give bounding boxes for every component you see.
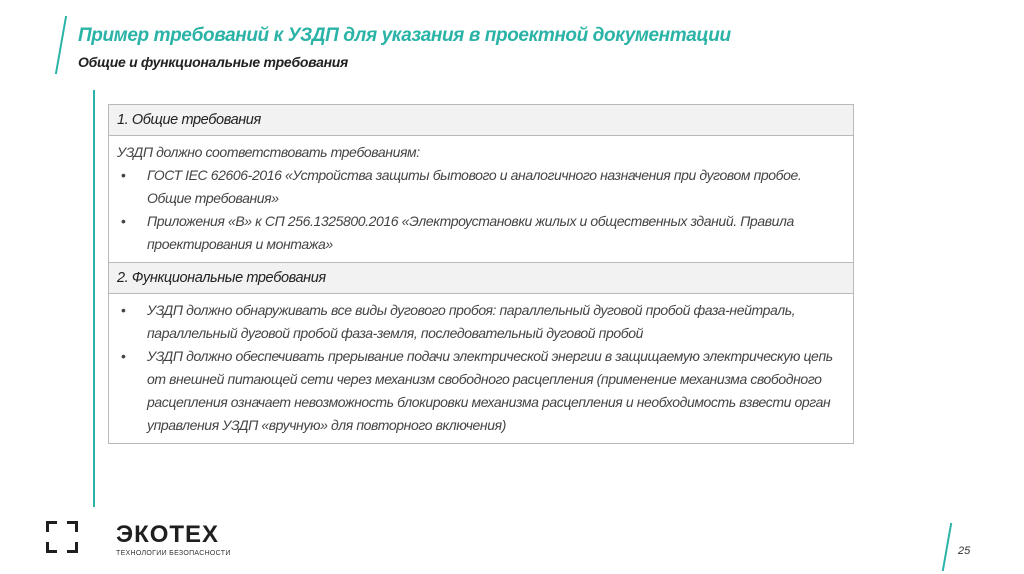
bullet-icon: • bbox=[121, 213, 126, 229]
functional-requirements-list bbox=[117, 299, 845, 437]
accent-line-left bbox=[93, 90, 95, 507]
logo-name: ЭКОТЕХ bbox=[116, 521, 220, 548]
logo-tagline: ТЕХНОЛОГИИ БЕЗОПАСНОСТИ bbox=[116, 550, 231, 557]
page-title: Пример требований к УЗДП для указания в проектной документации bbox=[78, 25, 731, 46]
bullet-icon: • bbox=[121, 348, 126, 364]
list-item bbox=[117, 164, 845, 210]
list-item-text: УЗДП должно обеспечивать прерывание подачи электрической энергии в защищаемую электрическую цепь от внешней питающей сети через механизм свободного расцепления (применение механизма свободного расцепления означает невозможность блокировки механизма расцепления и необходимость взвести орган управления УЗДП «вручную» для повторного включения) bbox=[147, 348, 833, 433]
functional-requirements-body bbox=[109, 294, 853, 443]
requirements-table bbox=[108, 104, 854, 444]
list-item-text: УЗДП должно обнаруживать все виды дугового пробоя: параллельный дуговой пробой фаза-нейтраль, параллельный дуговой пробой фаза-земля, последовательный дуговой пробой bbox=[147, 302, 796, 341]
bullet-icon: • bbox=[121, 302, 126, 318]
list-item-text: ГОСТ IEC 62606-2016 «Устройства защиты бытового и аналогичного назначения при дуговом пробое. Общие требования» bbox=[147, 167, 802, 206]
general-requirements-list bbox=[117, 164, 845, 256]
bullet-icon: • bbox=[121, 167, 126, 183]
list-item bbox=[117, 299, 845, 345]
list-item bbox=[117, 345, 845, 437]
accent-slash-bottom bbox=[942, 523, 952, 571]
accent-slash-top bbox=[55, 16, 67, 74]
general-requirements-heading: 1. Общие требования bbox=[109, 105, 853, 136]
logo-brackets-icon bbox=[46, 521, 78, 553]
page-number: 25 bbox=[958, 545, 971, 557]
functional-requirements-heading: 2. Функциональные требования bbox=[109, 263, 853, 294]
list-item bbox=[117, 210, 845, 256]
page-subtitle: Общие и функциональные требования bbox=[78, 54, 348, 70]
general-requirements-intro: УЗДП должно соответствовать требованиям: bbox=[117, 144, 420, 160]
list-item-text: Приложения «В» к СП 256.1325800.2016 «Электроустановки жилых и общественных зданий. Правила проектирования и монтажа» bbox=[147, 213, 794, 252]
general-requirements-body bbox=[109, 136, 853, 263]
